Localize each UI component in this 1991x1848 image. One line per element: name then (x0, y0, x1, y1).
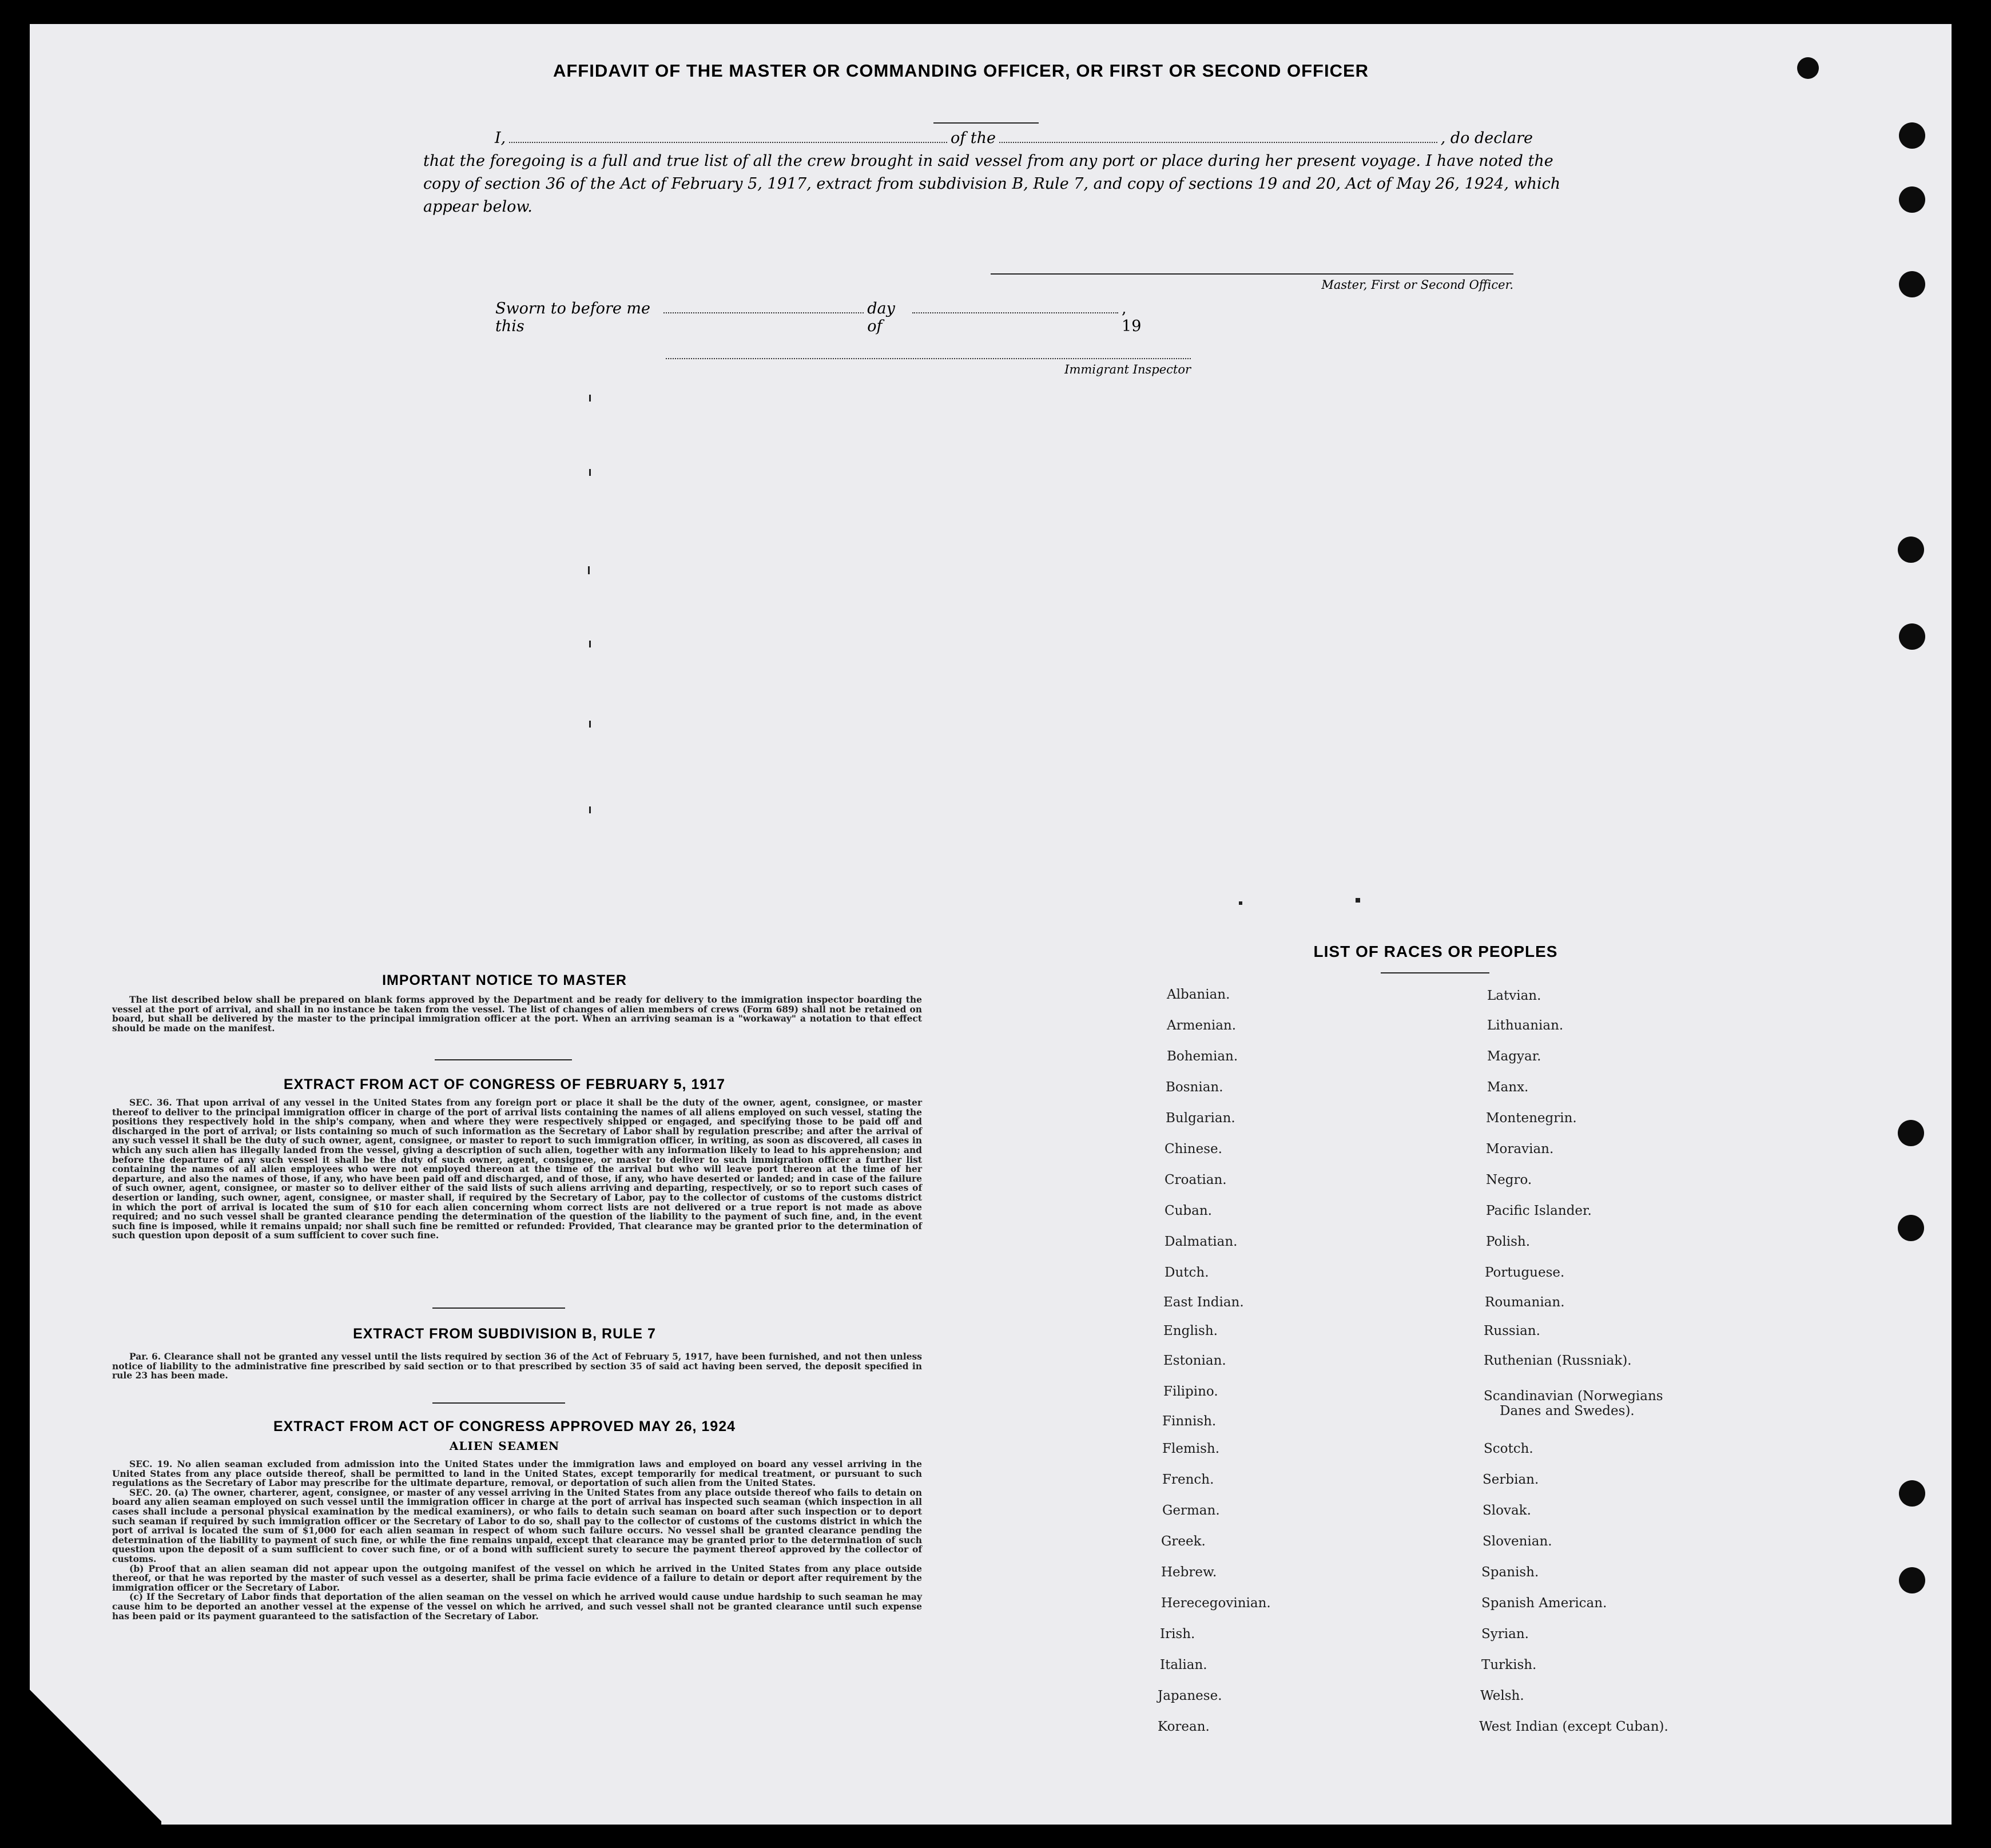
inspector-signature-label: Immigrant Inspector (1064, 363, 1191, 376)
race-item: English. (1163, 1324, 1218, 1338)
punch-hole (1899, 1567, 1925, 1593)
punch-hole (1899, 623, 1925, 650)
race-item: East Indian. (1163, 1295, 1244, 1310)
race-item: Bosnian. (1166, 1080, 1223, 1095)
sworn-day-field[interactable] (663, 312, 864, 313)
speck (589, 806, 591, 813)
sec20a-paragraph: SEC. 20. (a) The owner, charterer, agent, consignee, or master of any vessel arriving in the United States from any place outside thereof who fails to detain on board any alien seaman employed on such vessel until the immigration officer in charge at the port of arrival has inspected such seaman (which inspection in all cases shall include a personal physical examination by the medical examiners), or who fails to detain such seaman on board after such inspection or to deport such seaman if required by such immigration officer or the Secretary of Labor to do so, shall pay to the collector of customs of the customs district in which the port of arrival is located the sum of $1,000 for each alien seaman in respect of whom such failure occurs. No vessel shall be granted clearance pending the determination of the liability to payment of such fine, or while the fine remains unpaid, except that clearance may be granted prior to the determination of such question upon the deposit of a sum sufficient to cover such fine, or of a bond with sufficient surety to secure the payment thereof approved by the collector of customs. (112, 1487, 922, 1564)
race-item: Negro. (1486, 1173, 1532, 1187)
notice-paragraph: The list described below shall be prepared on blank forms approved by the Department and be ready for delivery to the immigration inspector boarding the vessel at the port of arrival, and shall in no instance be taken from the vessel. The list of changes of alien members of crews (Form 689) shall not be retained on board, but shall be delivered by the master to the principal immigration officer at the port. When an arriving seaman is a "workaway" a notation to that effect should be made on the manifest. (112, 994, 922, 1034)
race-item: Montenegrin. (1486, 1111, 1577, 1126)
notice-title: IMPORTANT NOTICE TO MASTER (382, 972, 627, 988)
alien-seamen-subtitle: ALIEN SEAMEN (449, 1439, 560, 1453)
race-item: Bulgarian. (1166, 1111, 1235, 1126)
speck (589, 469, 591, 476)
race-item: Finnish. (1162, 1414, 1217, 1429)
race-item: Japanese. (1158, 1688, 1222, 1703)
master-signature-label: Master, First or Second Officer. (1321, 278, 1513, 292)
race-item: Albanian. (1167, 987, 1230, 1002)
speck (588, 566, 590, 574)
race-item: Manx. (1487, 1080, 1529, 1095)
rule7-title: EXTRACT FROM SUBDIVISION B, RULE 7 (353, 1326, 656, 1342)
race-item: Armenian. (1167, 1018, 1237, 1033)
declaration-line-1 (423, 127, 1533, 150)
declaration-line-4: appear below. (423, 198, 532, 216)
race-item: Chinese. (1165, 1142, 1222, 1157)
race-item: Welsh. (1480, 1688, 1524, 1703)
race-item: French. (1162, 1472, 1214, 1487)
speck (1356, 898, 1360, 903)
punch-hole (1899, 186, 1925, 213)
divider (432, 1402, 565, 1404)
speck (1239, 901, 1242, 905)
inspector-signature-line[interactable] (666, 358, 1191, 359)
master-signature-line[interactable] (991, 273, 1513, 275)
race-item: Ruthenian (Russniak). (1484, 1353, 1632, 1368)
sworn-month-field[interactable] (912, 312, 1118, 313)
punch-hole (1899, 271, 1925, 297)
race-item: Dutch. (1165, 1265, 1209, 1280)
race-item: Pacific Islander. (1486, 1203, 1592, 1218)
race-item: Hebrew. (1161, 1565, 1217, 1580)
race-item: Turkish. (1481, 1658, 1537, 1672)
race-item: Dalmatian. (1165, 1234, 1238, 1249)
declaration-line-3: copy of section 36 of the Act of February 5, 1917, extract from subdivision B, Rule 7, and copy of sections 19 and 20, Act of May 26, 1924, which (423, 175, 1561, 193)
races-title: LIST OF RACES OR PEOPLES (1313, 943, 1558, 960)
punch-hole (1898, 1120, 1924, 1146)
race-item: Slovak. (1483, 1503, 1531, 1518)
race-item: Spanish. (1481, 1565, 1539, 1580)
sworn-day-of: day of (867, 300, 895, 335)
race-item: Polish. (1486, 1234, 1531, 1249)
race-item: Latvian. (1487, 988, 1541, 1003)
race-item: Flemish. (1162, 1441, 1220, 1456)
race-item: Syrian. (1481, 1627, 1529, 1642)
race-item: Irish. (1160, 1627, 1195, 1642)
declaration-line-2: that the foregoing is a full and true list of all the crew brought in said vessel from any port or place during her present voyage. I have noted the (423, 152, 1553, 170)
races-underline (1381, 972, 1489, 973)
race-item: Serbian. (1483, 1472, 1539, 1487)
vessel-field[interactable] (999, 141, 1437, 143)
extract-1917-title: EXTRACT FROM ACT OF CONGRESS OF FEBRUARY 5, 1917 (283, 1076, 726, 1092)
race-item: Herecegovinian. (1161, 1596, 1271, 1611)
extract-1917-text (112, 1098, 922, 1241)
speck (589, 721, 591, 728)
race-item: German. (1162, 1503, 1220, 1518)
race-item: Scotch. (1484, 1441, 1533, 1456)
race-item: Portuguese. (1485, 1265, 1565, 1280)
race-item: Moravian. (1486, 1142, 1554, 1157)
declaration-block (423, 127, 1561, 218)
rule7-paragraph: Par. 6. Clearance shall not be granted any vessel until the lists required by section 36 of the Act of February 5, 1917, have been furnished, and not then unless notice of liability to the administrative fine prescribed by said section or to that prescribed by section 35 of said act having been served, the deposit specified in rule 23 has been made. (112, 1351, 922, 1381)
race-item: Magyar. (1487, 1049, 1541, 1064)
title-underline (933, 122, 1039, 124)
name-field[interactable] (509, 141, 947, 143)
race-item: Lithuanian. (1487, 1018, 1564, 1033)
speck (589, 395, 591, 402)
race-item: Scandinavian (Norwegians (1484, 1389, 1663, 1404)
notice-text (112, 995, 922, 1033)
race-item: Filipino. (1163, 1384, 1218, 1399)
sec36-paragraph: SEC. 36. That upon arrival of any vessel in the United States from any foreign port or place it shall be the duty of the owner, agent, consignee, or master thereof to deliver to the principal immigration officer in charge of the port of arrival lists containing the names of all aliens employed on such vessel, stating the positions they respectively hold in the ship's company, when and where they were respectively shipped or engaged, and specifying those to be paid off and discharged in the port of arrival; or lists containing so much of such information as the Secretary of Labor shall by regulation prescribe; and after the arrival of any such vessel it shall be the duty of such owner, agent, consignee, or master to report to such immigration officer, in writing, as soon as discovered, all cases in which any such alien has illegally landed from the vessel, giving a description of such alien, together with any information likely to lead to his apprehension; and before the departure of any such vessel it shall be the duty of such owner, agent, consignee, or master to deliver to such immigration officer a further list containing the names of all alien employees who were not employed thereon at the time of the arrival but who will leave port thereon at the time of her departure, and also the names of those, if any, who have been paid off and discharged, and of those, if any, who have deserted or landed; and in case of the failure of such owner, agent, consignee, or master so to deliver either of the said lists of such aliens arriving and departing, respectively, or so to report such cases of desertion or landing, such owner, agent, consignee, or master shall, if required by the Secretary of Labor, pay to the collector of customs of the customs district in which the port of arrival is located the sum of $10 for each alien concerning whom correct lists are not delivered or a true report is not made as above required; and no such vessel shall be granted clearance pending the determination of the question of the liability to the payment of such fine, and, in the event such fine is imposed, while it remains unpaid; nor shall such fine be remitted or refunded: Provided, That clearance may be granted prior to the determination of such question upon deposit of a sum sufficient to cover such fine. (112, 1097, 922, 1241)
sworn-line (495, 300, 1147, 335)
race-item: Slovenian. (1483, 1534, 1552, 1549)
sec20b-paragraph: (b) Proof that an alien seaman did not appear upon the outgoing manifest of the vessel on which he arrived in the United States from any place outside thereof, or that he was reported by the master of such vessel as a deserter, shall be prima facie evidence of a failure to detain or deport after requirement by the immigration officer or the Secretary of Labor. (112, 1563, 922, 1593)
race-item: Greek. (1161, 1534, 1206, 1549)
punch-hole (1898, 1215, 1924, 1241)
sec19-paragraph: SEC. 19. No alien seaman excluded from admission into the United States under the immigration laws and employed on board any vessel arriving in the United States from any place outside thereof, shall be permitted to land in the United States, except temporarily for medical treatment, or pursuant to such regulations as the Secretary of Labor may prescribe for the ultimate departure, removal, or deportation of such alien from the United States. (112, 1458, 922, 1489)
extract-1924-text (112, 1460, 922, 1621)
race-item: Bohemian. (1167, 1049, 1238, 1064)
divider (432, 1307, 565, 1309)
extract-1924-title: EXTRACT FROM ACT OF CONGRESS APPROVED MAY 26, 1924 (273, 1418, 736, 1434)
race-item: Spanish American. (1481, 1596, 1607, 1611)
divider (435, 1059, 572, 1060)
declaration-i: I, (495, 129, 506, 147)
sec20c-paragraph: (c) If the Secretary of Labor finds that deportation of the alien seaman on the vessel on which he arrived would cause undue hardship to such seaman he may cause him to be deported an another vessel at the expense of the vessel on which he arrived, and such vessel shall not be granted clearance until such expense has been paid or its payment guaranteed to the satisfaction of the Secretary of Labor. (112, 1591, 922, 1622)
race-item: Russian. (1484, 1324, 1540, 1338)
rule7-text (112, 1352, 922, 1381)
race-item: Croatian. (1165, 1173, 1227, 1187)
declaration-of-the: of the (950, 129, 996, 147)
race-item: Italian. (1160, 1658, 1207, 1672)
race-item: Roumanian. (1485, 1295, 1565, 1310)
race-item: Cuban. (1165, 1203, 1212, 1218)
sworn-label: Sworn to before me this (495, 300, 650, 335)
punch-hole (1899, 1480, 1925, 1507)
punch-hole (1898, 536, 1924, 563)
folded-corner-shadow (30, 1686, 161, 1825)
sworn-year: , 19 (1122, 300, 1142, 335)
affidavit-title: AFFIDAVIT OF THE MASTER OR COMMANDING OFFICER, OR FIRST OR SECOND OFFICER (553, 61, 1369, 81)
race-item: West Indian (except Cuban). (1479, 1719, 1668, 1734)
punch-hole (1899, 122, 1925, 149)
speck (589, 641, 591, 647)
race-item: Danes and Swedes). (1500, 1404, 1635, 1418)
race-item: Estonian. (1163, 1353, 1226, 1368)
race-item: Korean. (1158, 1719, 1210, 1734)
declaration-do-declare: , do declare (1440, 129, 1533, 147)
